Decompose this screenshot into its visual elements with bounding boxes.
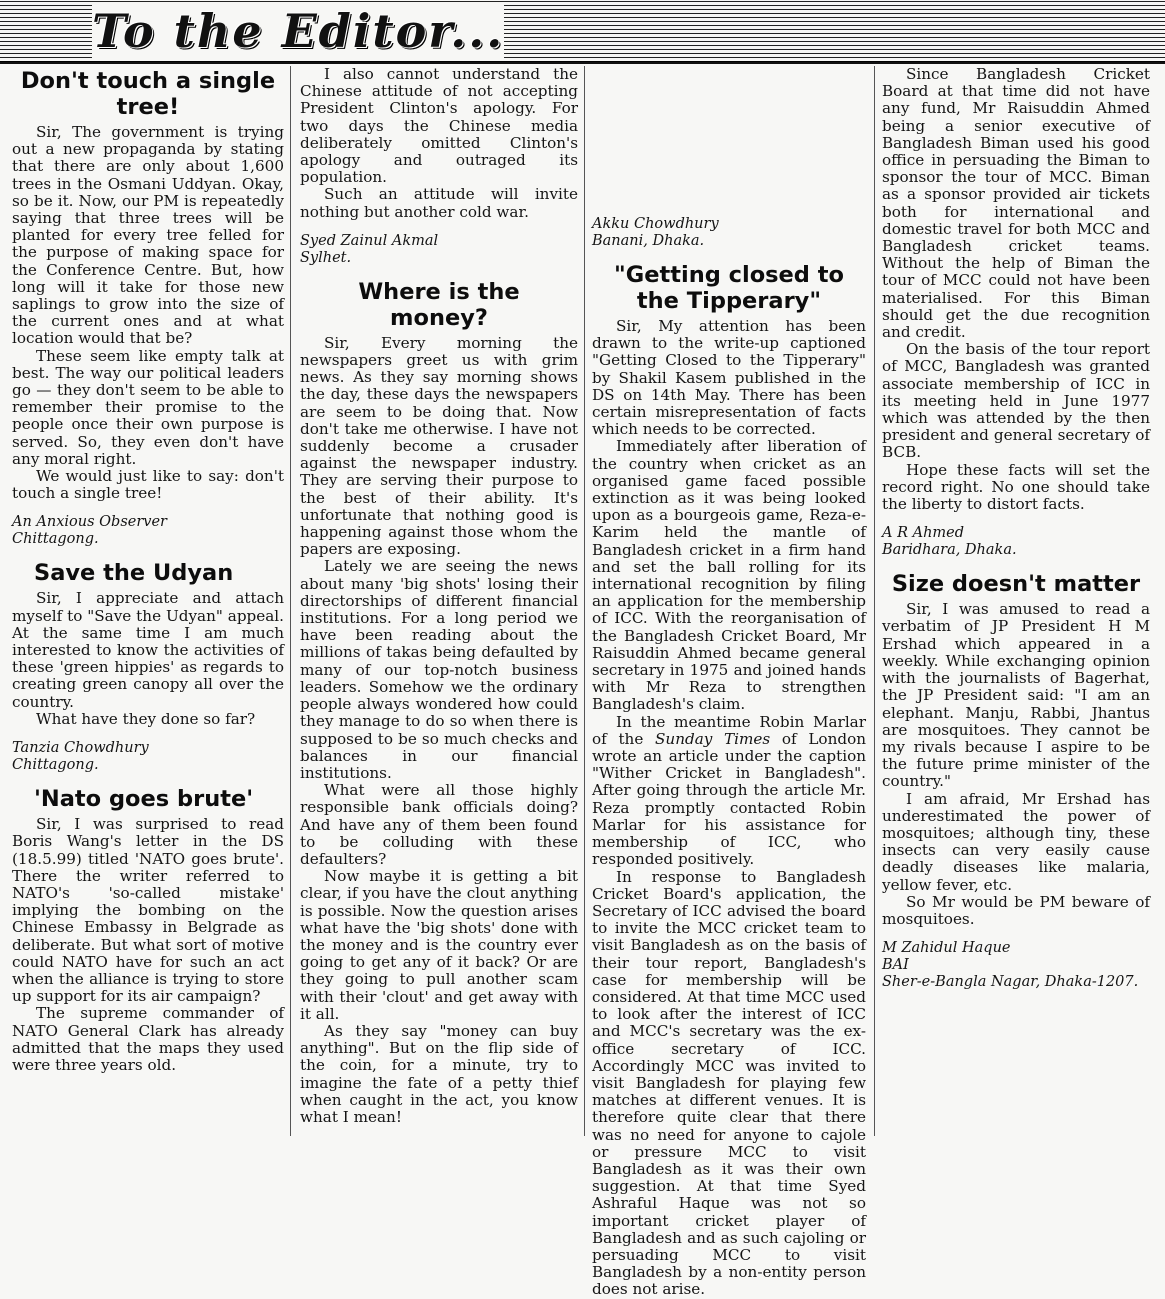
letter-tipperary	[592, 262, 866, 1299]
paragraph: What have they done so far?	[36, 709, 256, 728]
letter-nato-continued	[300, 66, 578, 267]
paragraph: Sir, Every morning the newspapers greet us with grim news. As they say morning shows the day, these days the newspapers are seem to be doing that. Now don't take me otherwise. I have not suddenly become a crusader against the newspaper industry. They are serving their purpose to the best of their ability. It's unfortunate that nothing good is happening against those whom the papers are exposing.	[300, 333, 578, 559]
paragraph: Since Bangladesh Cricket Board at that time did not have any fund, Mr Raisuddin Ahmed being a senior executive of Bangladesh Biman used his good office in persuading the Biman to sponsor the tour of MCC. Biman as a sponsor provided air tickets both for international and domestic travel for both MCC and Bangladesh cricket teams. Without the help of Biman the tour of MCC could not have been materialised. For this Biman should get the due recognition and credit.	[882, 65, 1150, 342]
letter-tree	[12, 68, 284, 548]
paragraph: Sir, My attention has been drawn to the write-up captioned "Getting Closed to the Tipperary" by Shakil Kasem published in the DS on 14th May. There has been certain misrepresentation of facts which needs to be corrected.	[592, 317, 866, 439]
banner-rule	[0, 61, 1165, 62]
letter-money	[300, 279, 578, 1126]
signature-name: An Anxious Observer	[12, 514, 167, 531]
paragraph: Now maybe it is getting a bit clear, if you have the clout anything is possible. Now the question arises what have the 'big shots' done with the money and is the country ever going to get any of it back? Or are they going to pull another scam with their 'clout' and get away with it all.	[300, 867, 578, 1023]
headline-tipperary: "Getting closed to the Tipperary"	[614, 262, 844, 314]
paragraph: These seem like empty talk at best. The way our political leaders go — they don't seem to be able to remember their promise to the people once their own purpose is served. So, they even don't have any moral right.	[12, 346, 284, 468]
signature-org: BAI	[882, 957, 909, 974]
paragraph: Hope these facts will set the record right. No one should take the liberty to distort facts.	[882, 460, 1150, 514]
signature-name: A R Ahmed	[882, 525, 965, 542]
paragraph: Sir, The government is trying out a new propaganda by stating that there are only about 1,600 trees in the Osmani Uddyan. Okay, so be it. Now, our PM is repeatedly saying that three trees will be planted for every tree felled for the purpose of making space for the Conference Centre. But, how long will it take for those new saplings to grow into the size of the current ones and at what location would that be?	[12, 123, 284, 348]
signature	[300, 233, 578, 267]
paragraph: I also cannot understand the Chinese attitude of not accepting President Clinton's apology. For two days the Chinese media deliberately omitted Clinton's apology and outraged its population.	[300, 65, 578, 187]
section-banner	[0, 0, 1165, 64]
paragraph: So Mr would be PM beware of mosquitoes.	[882, 892, 1150, 928]
signature-place: Baridhara, Dhaka.	[882, 542, 1017, 559]
paragraph: Sir, I was surprised to read Boris Wang's letter in the DS (18.5.99) titled 'NATO goes brute'. There the writer referred to NATO's 'so-called mistake' implying the bombing on the Chinese Embassy in Belgrade as deliberate. But what sort of motive could NATO have for such an act when the alliance is trying to store up support for its air campaign?	[12, 815, 284, 1006]
section-title: To the Editor...	[92, 4, 505, 58]
headline-nato: 'Nato goes brute'	[34, 786, 254, 813]
paragraph: I am afraid, Mr Ershad has underestimated the power of mosquitoes; although tiny, these insects can very easily cause deadly diseases like malaria, yellow fever, etc.	[882, 789, 1150, 894]
signature	[12, 514, 284, 548]
column-2	[300, 66, 578, 1134]
headline-size: Size doesn't matter	[891, 571, 1141, 598]
column-divider	[584, 66, 585, 1136]
signature	[12, 740, 284, 774]
signature	[882, 525, 1150, 559]
paragraph: Such an attitude will invite nothing but another cold war.	[300, 185, 578, 221]
headline-udyan: Save the Udyan	[34, 560, 234, 587]
headline-tree: Don't touch a single tree!	[20, 68, 276, 120]
column-divider	[874, 66, 875, 1136]
signature-place: Chittagong.	[12, 531, 99, 548]
paragraph: We would just like to say: don't touch a single tree!	[12, 467, 284, 503]
signature-place: Sher-e-Bangla Nagar, Dhaka-1207.	[882, 974, 1139, 991]
column-1	[12, 66, 284, 1134]
headline-money: Where is the money?	[358, 278, 520, 331]
letter-size	[882, 571, 1150, 991]
paragraph: Immediately after liberation of the country when cricket as an organised game faced possible extinction as it was being looked upon as a bourgeois game, Reza-e-Karim held the mantle of Bangladesh cricket in a firm hand and set the ball rolling for its international recognition by filing an application for the membership of ICC. With the reorganisation of the Bangladesh Cricket Board, Mr Raisuddin Ahmed became general secretary in 1975 and joined hands with Mr Reza to strengthen Bangladesh's claim.	[592, 437, 866, 714]
column-3	[592, 66, 866, 1299]
paragraph: In response to Bangladesh Cricket Board's application, the Secretary of ICC advised the board to invite the MCC cricket team to visit Bangladesh as on the basis of their tour report, Bangladesh's case for membership will be considered. At that time MCC used to look after the interest of ICC and MCC's secretary was the ex-office secretary of ICC. Accordingly MCC was invited to visit Bangladesh for playing few matches at different venues. It is therefore quite clear that there was no need for anyone to cajole or pressure MCC to visit Bangladesh as it was their own suggestion. At that time Syed Ashraful Haque was not so important cricket player of Bangladesh and as such cajoling or persuading MCC to visit Bangladesh by a non-entity person does not arise.	[592, 867, 866, 1299]
letter-tipperary-continued	[882, 66, 1150, 559]
signature-name: Tanzia Chowdhury	[12, 740, 149, 757]
paragraph: What were all those highly responsible bank officials doing? And have any of them been found to be colluding with these defaulters?	[300, 781, 578, 868]
signature-place: Sylhet.	[300, 249, 352, 266]
signature	[882, 940, 1150, 991]
paragraph: The supreme commander of NATO General Clark has already admitted that the maps they used were three years old.	[12, 1004, 284, 1074]
paragraph	[592, 714, 866, 869]
signature-place: Chittagong.	[12, 757, 99, 774]
paragraph: Lately we are seeing the news about many 'big shots' losing their directorships of different financial institutions. For a long period we have been reading about the millions of takas being defaulted by many of our top-notch business leaders. Somehow we the ordinary people always wondered how could they manage to do so when there is supposed to be so much checks and balances in our financial institutions.	[300, 557, 578, 782]
signature-name: Syed Zainul Akmal	[300, 232, 439, 249]
column-4	[882, 66, 1150, 1134]
paragraph: Sir, I was amused to read a verbatim of JP President H M Ershad which appeared in a weekly. While exchanging opinion with the journalists of Bagerhat, the JP President said: "I am an elephant. Manju, Rabbi, Jhantus are mosquitoes. They cannot be my rivals because I aspire to be the future prime minister of the country."	[882, 600, 1150, 791]
signature-name: M Zahidul Haque	[882, 940, 1011, 957]
newspaper-name: Sunday Times	[655, 729, 771, 748]
signature-name: Akku Chowdhury	[592, 216, 719, 232]
text-span: of London wrote an article under the caption "Wither Cricket in Bangladesh". After going through the article Mr. Reza promptly contacted Robin Marlar for his assistance for membership of ICC, who responded positively.	[592, 729, 866, 869]
signature-place: Banani, Dhaka.	[592, 233, 705, 249]
letter-udyan	[12, 560, 284, 774]
signature	[592, 216, 866, 250]
paragraph: Sir, I appreciate and attach myself to "Save the Udyan" appeal. At the same time I am much interested to know the activities of these 'green hippies' as regards to creating green canopy all over the country.	[12, 589, 284, 711]
letter-nato	[12, 786, 284, 1074]
paragraph: As they say "money can buy anything". But on the flip side of the coin, for a minute, try to imagine the fate of a petty thief when caught in the act, you know what I mean!	[300, 1021, 578, 1126]
paragraph: On the basis of the tour report of MCC, Bangladesh was granted associate membership of ICC in its meeting held in June 1977 which was attended by the then president and general secretary of BCB.	[882, 340, 1150, 462]
column-divider	[290, 66, 291, 1136]
text-span: In the meantime Robin Marlar of the	[592, 712, 866, 748]
